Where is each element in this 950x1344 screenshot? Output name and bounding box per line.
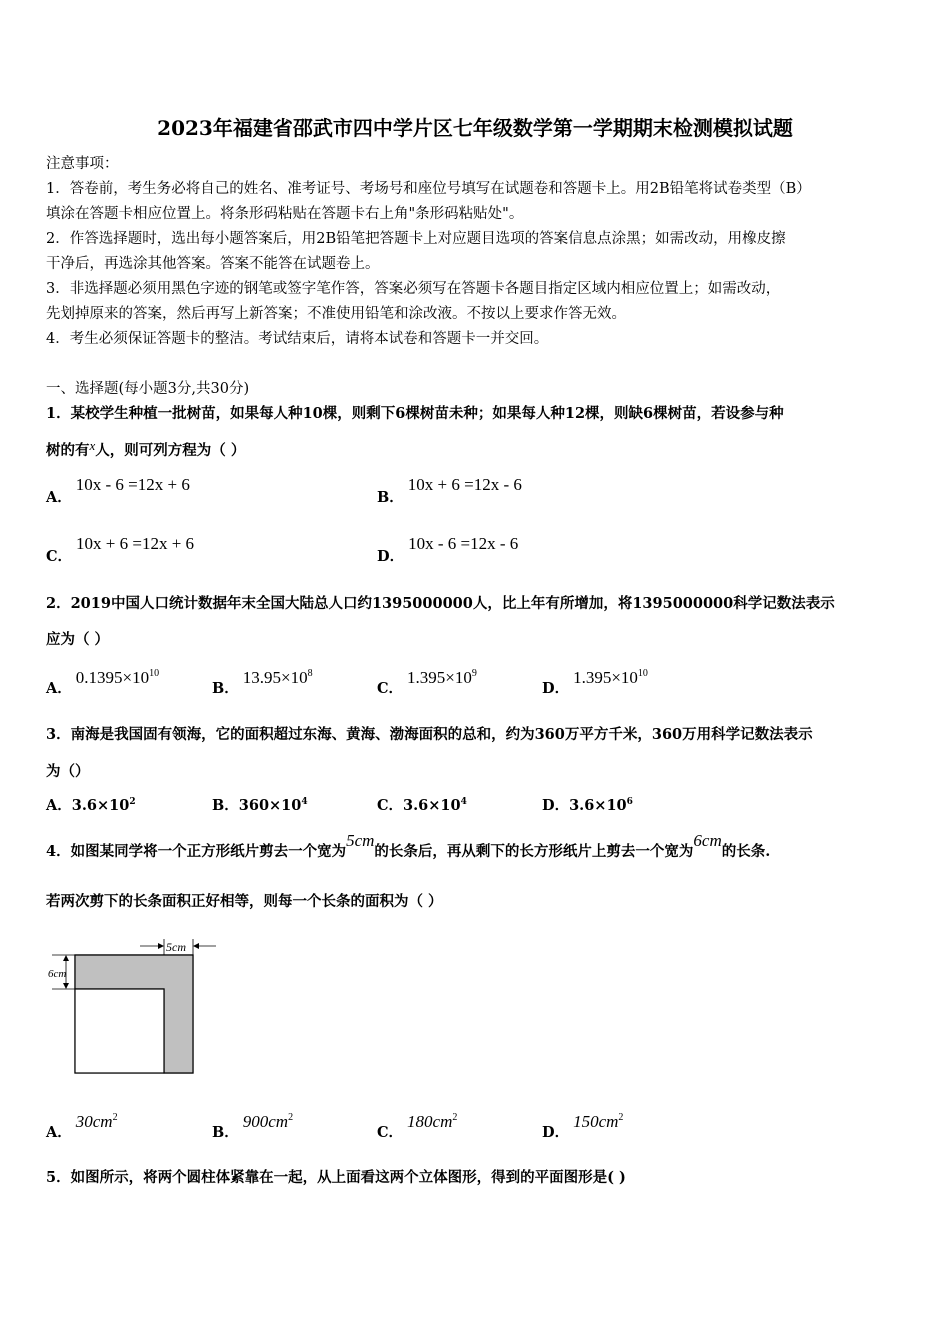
notice-line: 2．作答选择题时，选出每小题答案后，用2B铅笔把答题卡上对应题目选项的答案信息点涂黑；如需改动，用橡皮擦 [46, 231, 786, 247]
q3-option-a[interactable]: A．$3.6\times 10^2$ [46, 797, 136, 814]
notice-line: 干净后，再选涂其他答案。答案不能答在试题卷上。 [46, 256, 380, 272]
q4-option-d[interactable]: D．$150cm^2$ [542, 1112, 624, 1141]
q3-option-b[interactable]: B．$360\times 10^4$ [212, 797, 308, 814]
section-heading: 一、选择题(每小题3分,共30分) [46, 381, 250, 397]
page-title: 2023年福建省邵武市四中学片区七年级数学第一学期期末检测模拟试题 [157, 116, 793, 140]
q1-line1: 1．某校学生种植一批树苗，如果每人种10棵，则剩下6棵树苗未种；如果每人种12棵，则缺6棵树苗，若设参与种 [46, 405, 784, 422]
q1-line2: 树的有x人，则可列方程为（ ） [46, 438, 246, 459]
q4-figure [40, 935, 230, 1080]
q4-line1: 4．如图某同学将一个正方形纸片剪去一个宽为5cm的长条后，再从剩下的长方形纸片上剪去一个宽为6cm的长条. [46, 831, 771, 860]
q1-option-c[interactable]: C．10x + 6 =12x + 6 [46, 534, 195, 565]
q1-var: x [89, 438, 96, 453]
q3-line1: 3．南海是我国固有领海，它的面积超过东海、黄海、渤海面积的总和，约为360万平方千米，360万用科学记数法表示 [46, 726, 813, 743]
q2-option-d[interactable]: D．$1.395\times 10^{10}$ [542, 668, 648, 697]
remaining-rect [75, 989, 164, 1073]
q1-option-a[interactable]: A．10x - 6 =12x + 6 [46, 475, 190, 506]
q4-option-b[interactable]: B．$900cm^2$ [212, 1112, 294, 1141]
notice-line: 先划掉原来的答案，然后再写上新答案；不准使用铅笔和涂改液。不按以上要求作答无效。 [46, 306, 626, 322]
q4-line2: 若两次剪下的长条面积正好相等，则每一个长条的面积为（ ） [46, 893, 443, 910]
notice-line: 1．答卷前，考生务必将自己的姓名、准考证号、考场号和座位号填写在试题卷和答题卡上。用2B铅笔将试卷类型（B） [46, 181, 811, 197]
q1-option-b[interactable]: B．10x + 6 =12x - 6 [377, 475, 522, 506]
q2-option-a[interactable]: A．$0.1395\times 10^{10}$ [46, 668, 160, 697]
q3-line2: 为（） [46, 763, 90, 780]
notice-heading: 注意事项： [46, 156, 119, 172]
q5-line1: 5．如图所示，将两个圆柱体紧靠在一起，从上面看这两个立体图形，得到的平面图形是( ) [46, 1169, 626, 1186]
notice-line: 3．非选择题必须用黑色字迹的钢笔或签字笔作答，答案必须写在答题卡各题目指定区域内相应位置上；如需改动， [46, 281, 781, 297]
q2-option-b[interactable]: B．$13.95\times 10^8$ [212, 668, 313, 697]
figure-label-left: 6cm [48, 968, 67, 980]
q3-option-d[interactable]: D．$3.6\times 10^6$ [542, 797, 633, 814]
q4-option-c[interactable]: C．$180cm^2$ [377, 1112, 458, 1141]
notice-line: 4．考生必须保证答题卡的整洁。考试结束后，请将本试卷和答题卡一并交回。 [46, 331, 549, 347]
q2-line1: 2．2019中国人口统计数据年末全国大陆总人口约1395000000人，比上年有所增加，将1395000000科学记数法表示 [46, 595, 835, 612]
q3-option-c[interactable]: C．$3.6\times 10^4$ [377, 797, 467, 814]
q2-option-c[interactable]: C．$1.395\times 10^9$ [377, 668, 477, 697]
figure-label-top: 5cm [166, 940, 186, 954]
q2-line2: 应为（ ） [46, 631, 110, 648]
q4-option-a[interactable]: A．$30cm^2$ [46, 1112, 118, 1141]
q1-option-d[interactable]: D．10x - 6 =12x - 6 [377, 534, 519, 565]
notice-line: 填涂在答题卡相应位置上。将条形码粘贴在答题卡右上角"条形码粘贴处"。 [46, 206, 524, 222]
